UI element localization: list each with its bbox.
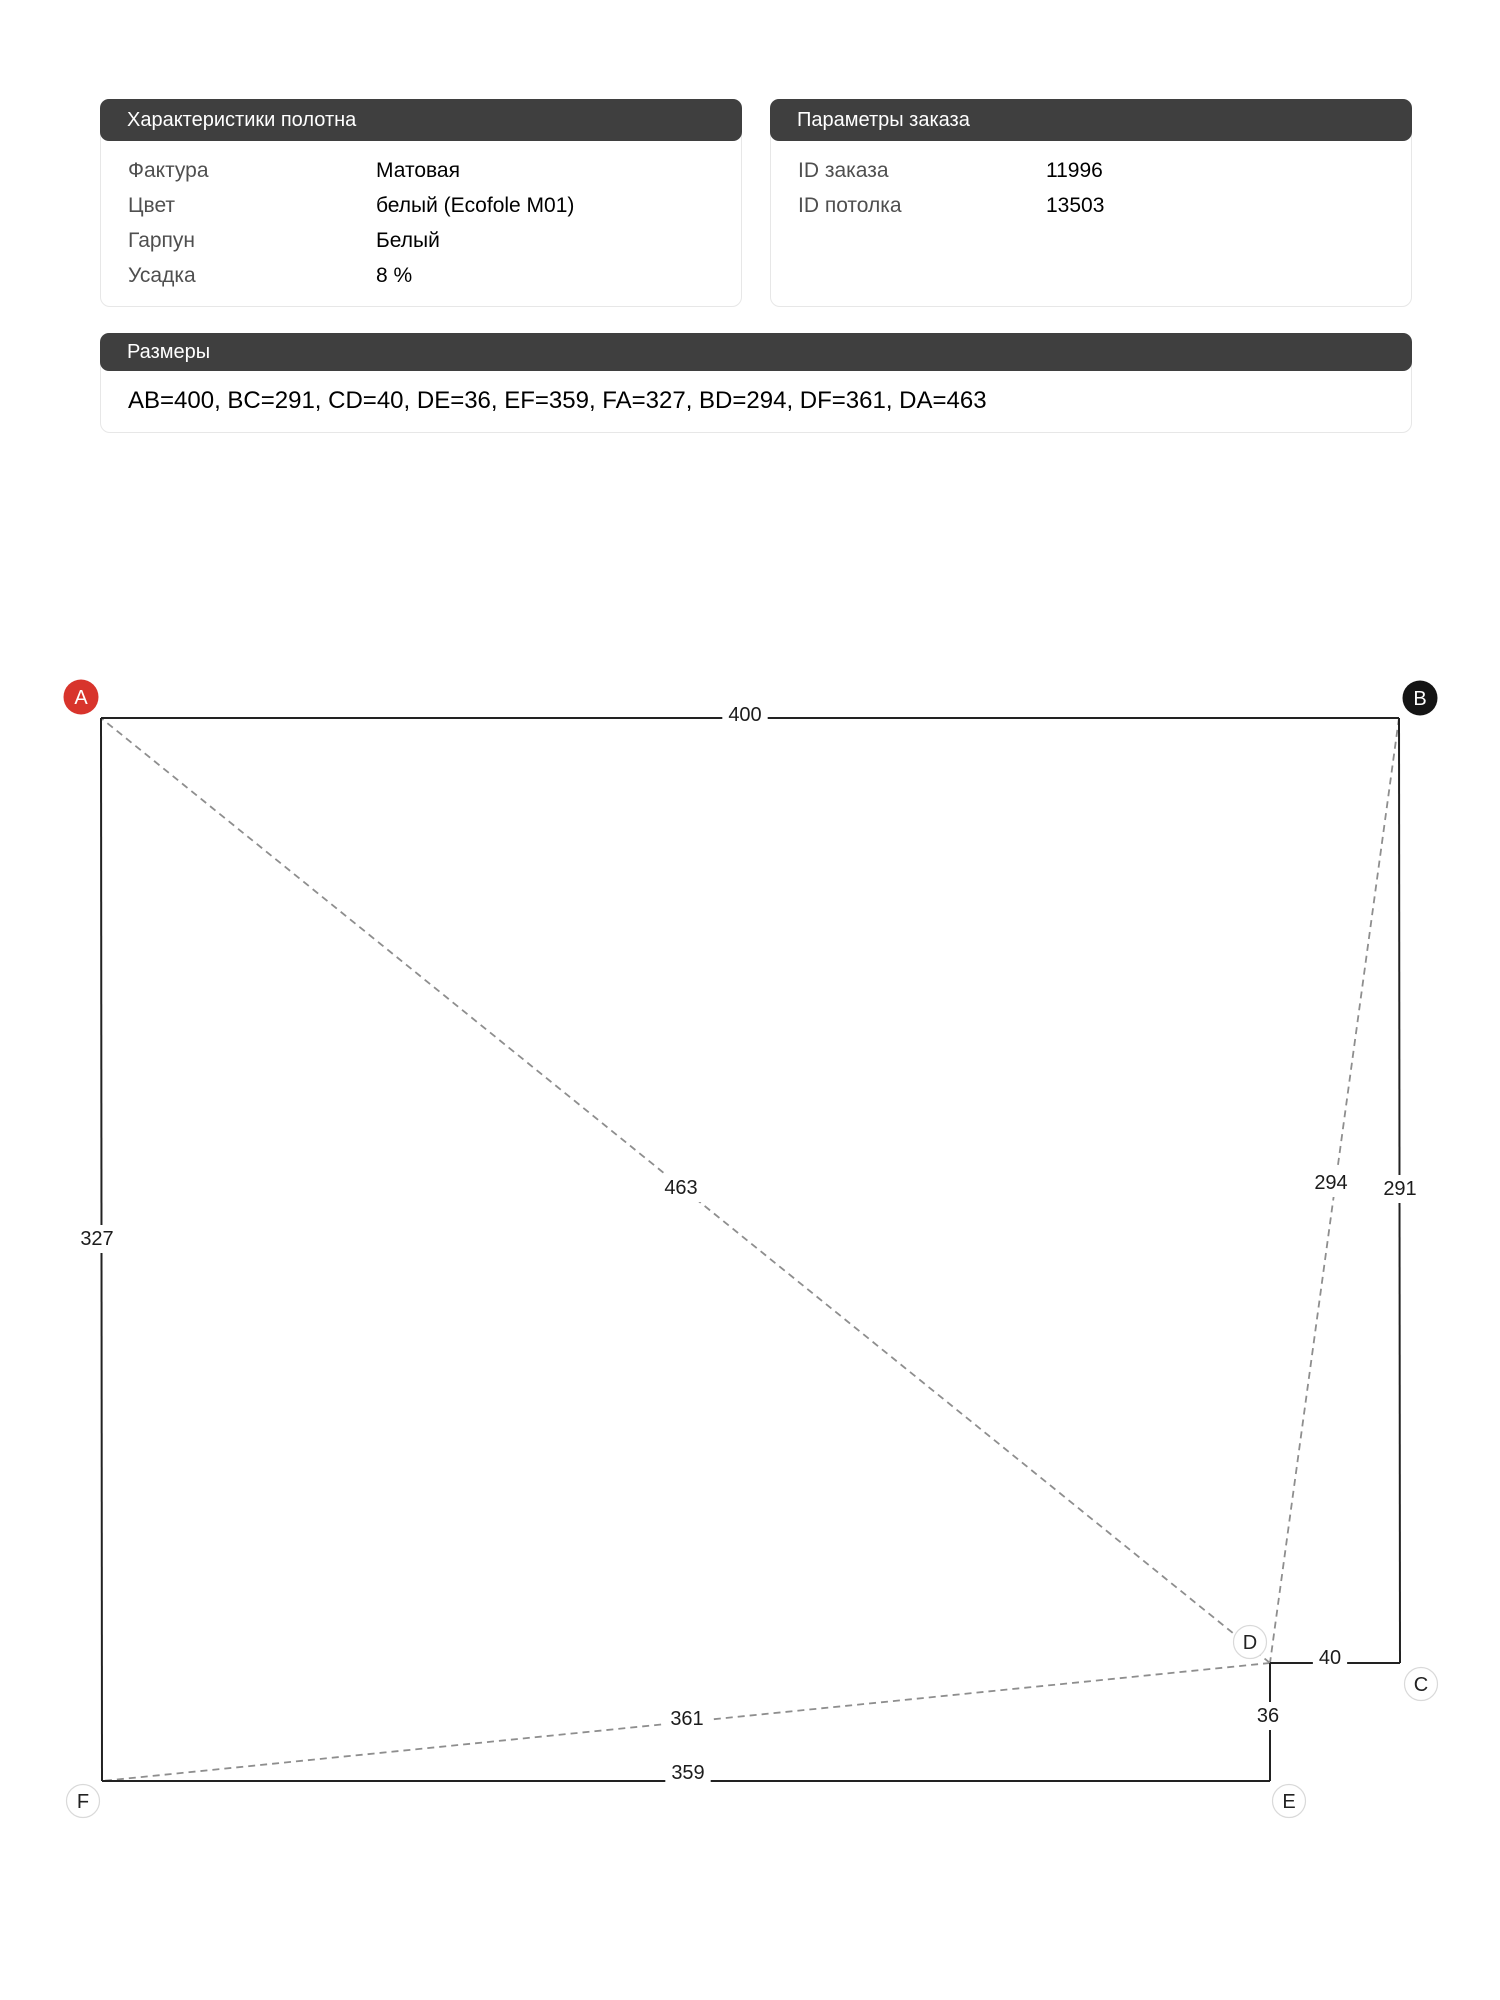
row-order-id-label: ID заказа (798, 158, 889, 182)
vertex-marker-d (1234, 1626, 1267, 1659)
vertex-marker-a (64, 680, 99, 715)
row-color-label: Цвет (128, 193, 176, 217)
dimensions-text: AB=400, BC=291, CD=40, DE=36, EF=359, FA=327, BD=294, DF=361, DA=463 (128, 387, 987, 414)
dimensions-title: Размеры (100, 333, 1412, 371)
row-texture-label: Фактура (128, 158, 209, 182)
edge-label-fa: 327 (80, 1228, 114, 1250)
vertex-letter-d: D (1242, 1632, 1258, 1654)
row-texture-value: Матовая (376, 158, 460, 182)
vertex-marker-f (67, 1785, 100, 1818)
edge-label-cd: 40 (1318, 1647, 1342, 1669)
edge-label-ef: 359 (671, 1762, 705, 1784)
vertex-marker-c (1405, 1668, 1438, 1701)
vertex-letter-a: A (74, 687, 88, 709)
vertex-letter-e: E (1282, 1791, 1296, 1813)
row-ceiling-id-label: ID потолка (798, 193, 902, 217)
row-harpoon-value: Белый (376, 228, 440, 252)
vertex-letter-f: F (76, 1791, 90, 1813)
edge-label-bd: 294 (1314, 1172, 1348, 1194)
row-shrinkage-value: 8 % (376, 263, 413, 287)
edge-label-da: 463 (664, 1177, 698, 1199)
edge-label-bc: 291 (1383, 1178, 1417, 1200)
vertex-letter-b: B (1413, 688, 1427, 710)
row-harpoon-label: Гарпун (128, 228, 196, 252)
edge-label-ab: 400 (728, 704, 762, 726)
row-shrinkage-label: Усадка (128, 263, 196, 287)
vertex-letter-c: C (1413, 1674, 1429, 1696)
edge-label-de: 36 (1256, 1705, 1280, 1727)
order-parameters-title: Параметры заказа (770, 99, 1412, 141)
row-order-id-value: 11996 (1046, 158, 1103, 182)
row-color-value: белый (Ecofole M01) (376, 193, 575, 217)
row-ceiling-id-value: 13503 (1046, 193, 1105, 217)
edge-label-df: 361 (670, 1708, 704, 1730)
vertex-marker-e (1273, 1785, 1306, 1818)
canvas-properties-title: Характеристики полотна (100, 99, 742, 141)
vertex-marker-b (1403, 681, 1438, 716)
